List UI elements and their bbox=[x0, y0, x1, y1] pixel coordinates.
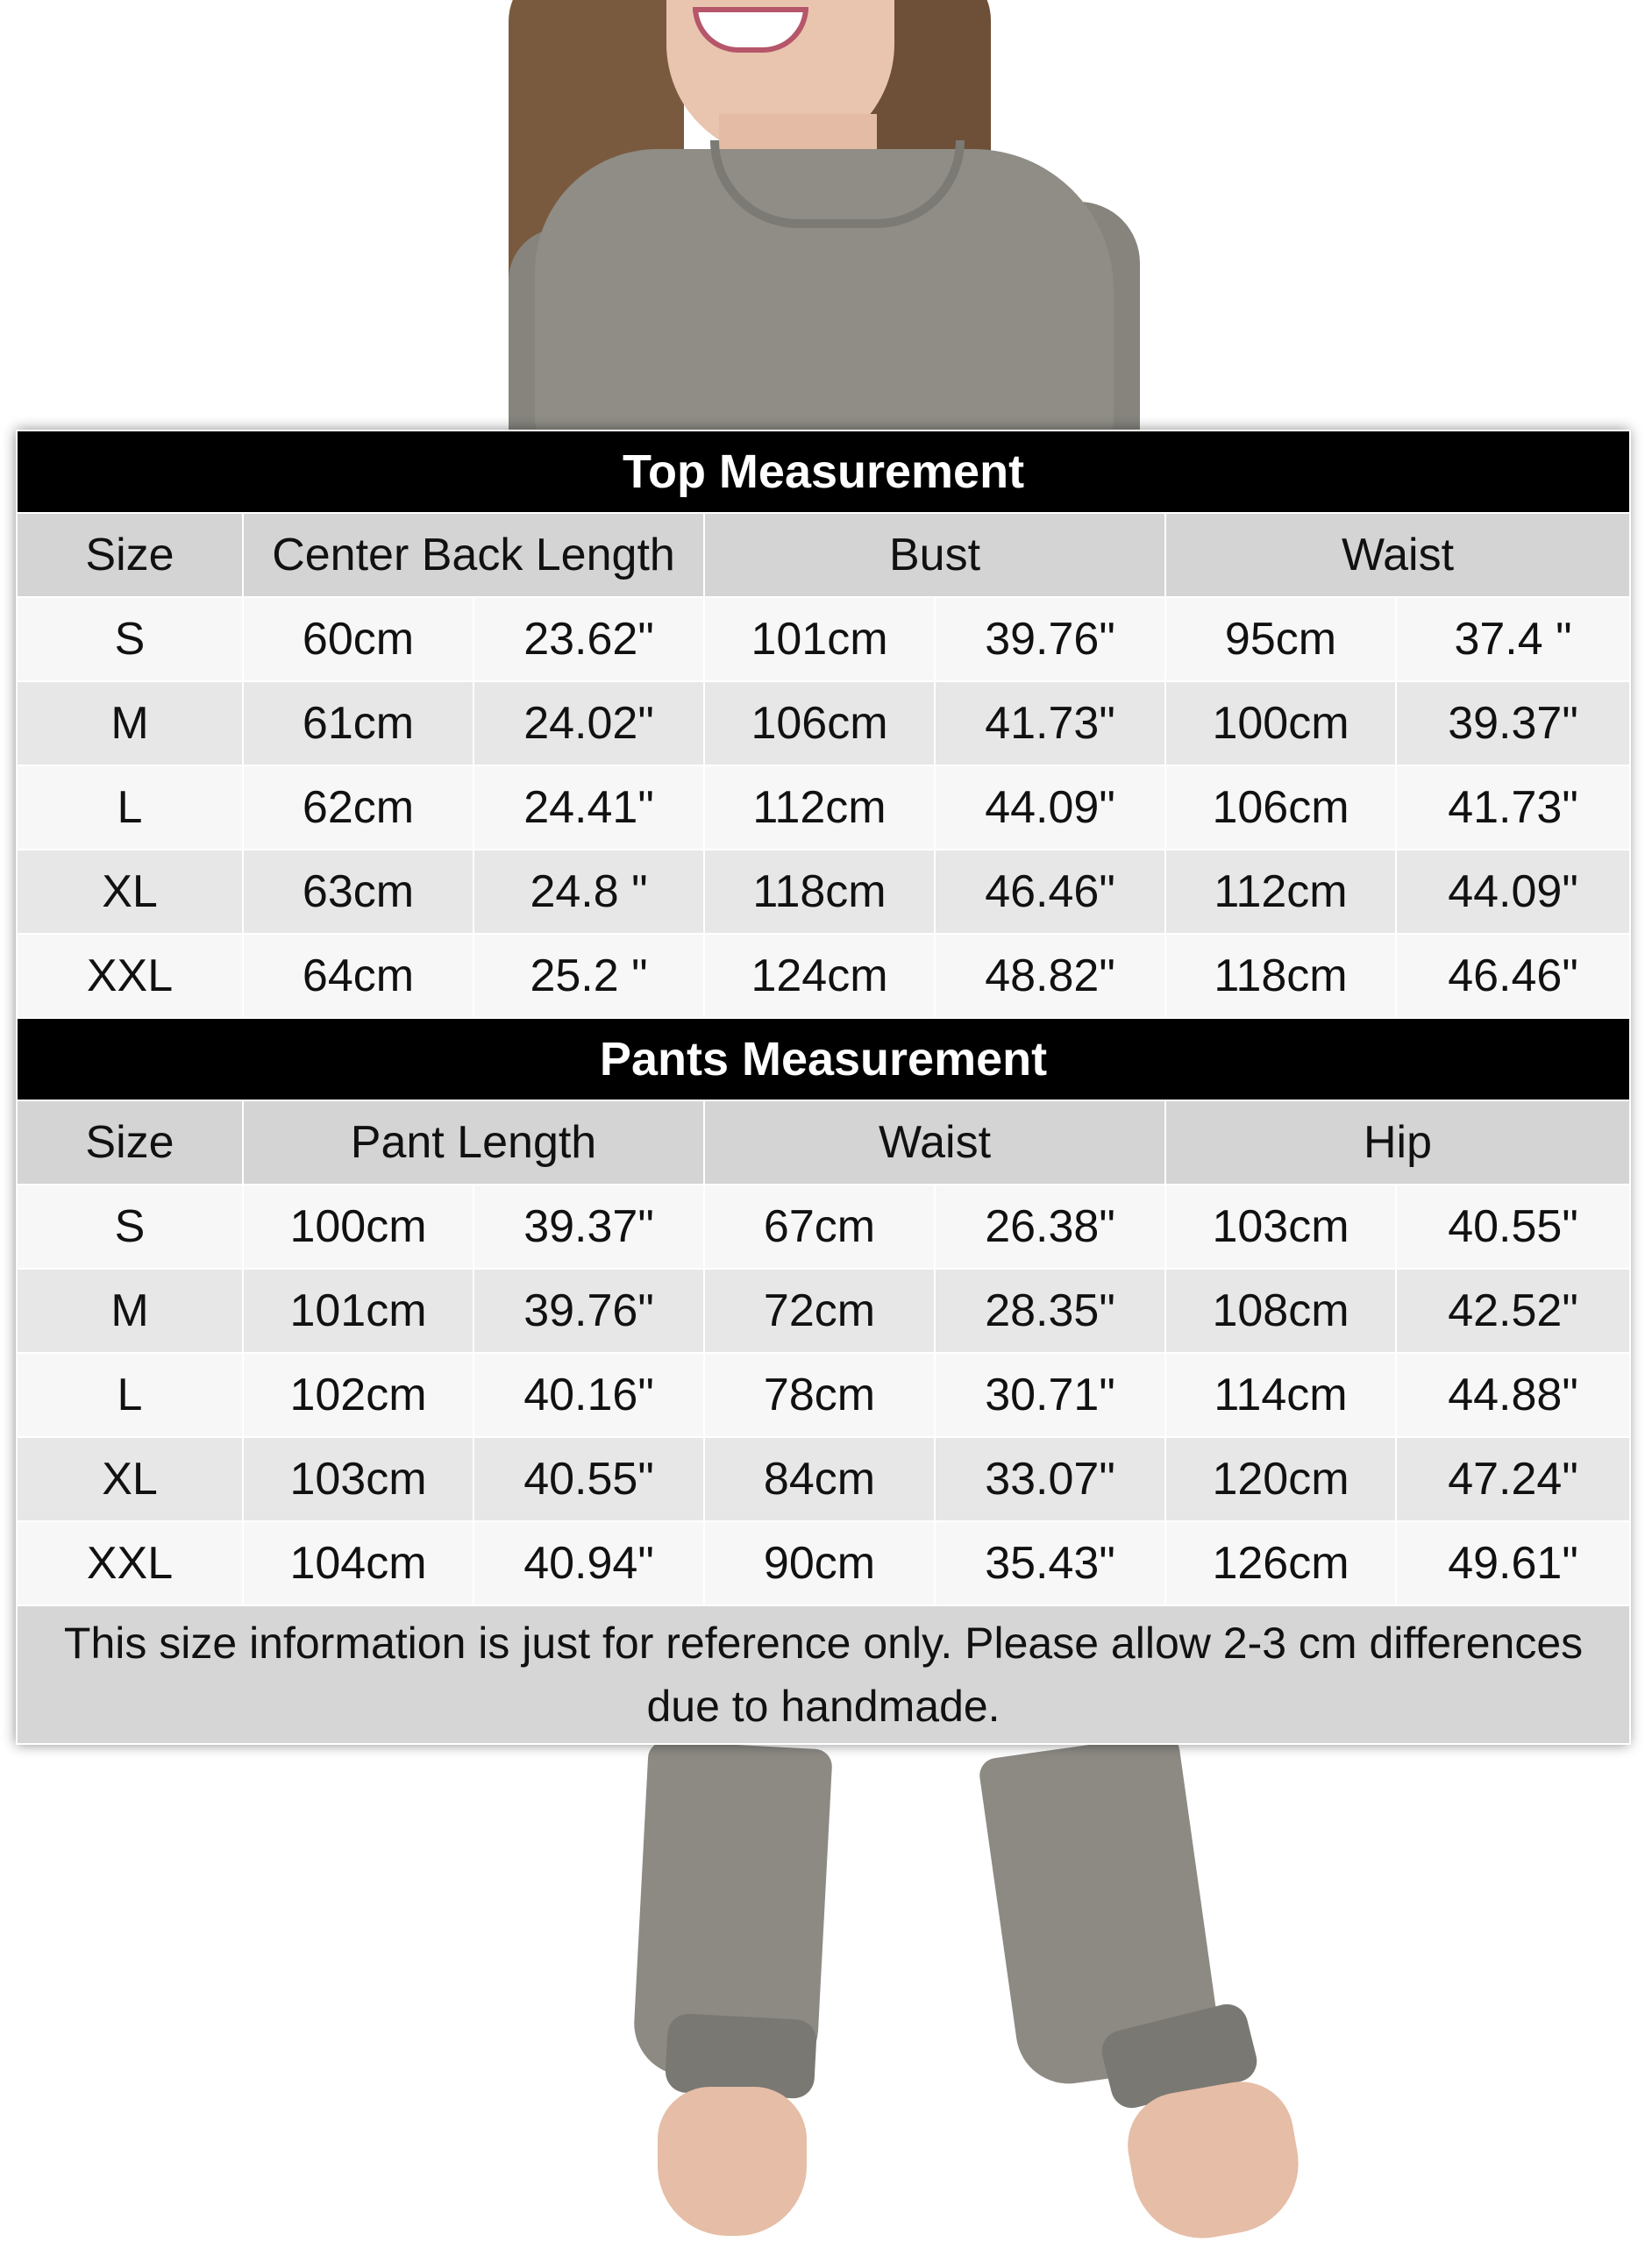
value-cell: 47.24" bbox=[1396, 1437, 1630, 1521]
value-cell: 126cm bbox=[1165, 1521, 1396, 1605]
value-cell: 118cm bbox=[1165, 934, 1396, 1018]
value-cell: 28.35" bbox=[935, 1269, 1165, 1353]
value-cell: 62cm bbox=[243, 765, 474, 850]
value-cell: 100cm bbox=[1165, 681, 1396, 765]
value-cell: 101cm bbox=[704, 597, 935, 681]
table-row bbox=[17, 765, 1630, 850]
size-cell: M bbox=[17, 1269, 243, 1353]
size-cell: L bbox=[17, 765, 243, 850]
size-cell: XXL bbox=[17, 934, 243, 1018]
value-cell: 108cm bbox=[1165, 1269, 1396, 1353]
size-cell: XL bbox=[17, 850, 243, 934]
value-cell: 24.8 " bbox=[474, 850, 704, 934]
value-cell: 40.16" bbox=[474, 1353, 704, 1437]
foot-shape bbox=[658, 2087, 807, 2236]
column-header-size: Size bbox=[17, 513, 243, 597]
column-header-pant-length: Pant Length bbox=[243, 1100, 704, 1185]
value-cell: 95cm bbox=[1165, 597, 1396, 681]
value-cell: 37.4 " bbox=[1396, 597, 1630, 681]
value-cell: 112cm bbox=[1165, 850, 1396, 934]
value-cell: 124cm bbox=[704, 934, 935, 1018]
value-cell: 30.71" bbox=[935, 1353, 1165, 1437]
value-cell: 40.55" bbox=[1396, 1185, 1630, 1269]
pants-column-headers bbox=[17, 1100, 1630, 1185]
size-chart-table bbox=[16, 430, 1631, 1745]
value-cell: 39.76" bbox=[935, 597, 1165, 681]
value-cell: 44.09" bbox=[1396, 850, 1630, 934]
value-cell: 78cm bbox=[704, 1353, 935, 1437]
table-row bbox=[17, 597, 1630, 681]
value-cell: 120cm bbox=[1165, 1437, 1396, 1521]
column-header-hip: Hip bbox=[1165, 1100, 1630, 1185]
value-cell: 41.73" bbox=[1396, 765, 1630, 850]
value-cell: 114cm bbox=[1165, 1353, 1396, 1437]
value-cell: 44.88" bbox=[1396, 1353, 1630, 1437]
table-row bbox=[17, 1437, 1630, 1521]
value-cell: 104cm bbox=[243, 1521, 474, 1605]
size-cell: XXL bbox=[17, 1521, 243, 1605]
value-cell: 106cm bbox=[704, 681, 935, 765]
value-cell: 41.73" bbox=[935, 681, 1165, 765]
size-disclaimer-note: This size information is just for reference only. Please allow 2-3 cm differences due to handmade. bbox=[17, 1605, 1630, 1744]
column-header-size: Size bbox=[17, 1100, 243, 1185]
value-cell: 48.82" bbox=[935, 934, 1165, 1018]
value-cell: 64cm bbox=[243, 934, 474, 1018]
size-cell: M bbox=[17, 681, 243, 765]
value-cell: 112cm bbox=[704, 765, 935, 850]
value-cell: 67cm bbox=[704, 1185, 935, 1269]
table-row bbox=[17, 1521, 1630, 1605]
top-section-header bbox=[17, 431, 1630, 513]
column-header-waist: Waist bbox=[1165, 513, 1630, 597]
value-cell: 84cm bbox=[704, 1437, 935, 1521]
value-cell: 49.61" bbox=[1396, 1521, 1630, 1605]
value-cell: 106cm bbox=[1165, 765, 1396, 850]
note-row bbox=[17, 1605, 1630, 1744]
value-cell: 33.07" bbox=[935, 1437, 1165, 1521]
value-cell: 42.52" bbox=[1396, 1269, 1630, 1353]
size-cell: S bbox=[17, 597, 243, 681]
value-cell: 101cm bbox=[243, 1269, 474, 1353]
value-cell: 24.02" bbox=[474, 681, 704, 765]
column-header-center-back-length: Center Back Length bbox=[243, 513, 704, 597]
size-chart bbox=[16, 430, 1629, 1745]
value-cell: 46.46" bbox=[935, 850, 1165, 934]
table-row bbox=[17, 934, 1630, 1018]
value-cell: 103cm bbox=[243, 1437, 474, 1521]
pants-section-title: Pants Measurement bbox=[17, 1018, 1630, 1100]
column-header-waist: Waist bbox=[704, 1100, 1165, 1185]
table-row bbox=[17, 1185, 1630, 1269]
value-cell: 46.46" bbox=[1396, 934, 1630, 1018]
value-cell: 118cm bbox=[704, 850, 935, 934]
value-cell: 26.38" bbox=[935, 1185, 1165, 1269]
value-cell: 23.62" bbox=[474, 597, 704, 681]
value-cell: 35.43" bbox=[935, 1521, 1165, 1605]
value-cell: 40.94" bbox=[474, 1521, 704, 1605]
size-cell: S bbox=[17, 1185, 243, 1269]
value-cell: 39.76" bbox=[474, 1269, 704, 1353]
table-row bbox=[17, 1353, 1630, 1437]
value-cell: 63cm bbox=[243, 850, 474, 934]
size-cell: XL bbox=[17, 1437, 243, 1521]
value-cell: 102cm bbox=[243, 1353, 474, 1437]
value-cell: 39.37" bbox=[1396, 681, 1630, 765]
value-cell: 39.37" bbox=[474, 1185, 704, 1269]
value-cell: 103cm bbox=[1165, 1185, 1396, 1269]
value-cell: 24.41" bbox=[474, 765, 704, 850]
value-cell: 90cm bbox=[704, 1521, 935, 1605]
table-row bbox=[17, 1269, 1630, 1353]
value-cell: 25.2 " bbox=[474, 934, 704, 1018]
top-column-headers bbox=[17, 513, 1630, 597]
value-cell: 72cm bbox=[704, 1269, 935, 1353]
pants-section-header bbox=[17, 1018, 1630, 1100]
value-cell: 100cm bbox=[243, 1185, 474, 1269]
size-cell: L bbox=[17, 1353, 243, 1437]
value-cell: 61cm bbox=[243, 681, 474, 765]
value-cell: 44.09" bbox=[935, 765, 1165, 850]
table-row bbox=[17, 850, 1630, 934]
value-cell: 40.55" bbox=[474, 1437, 704, 1521]
column-header-bust: Bust bbox=[704, 513, 1165, 597]
top-section-title: Top Measurement bbox=[17, 431, 1630, 513]
value-cell: 60cm bbox=[243, 597, 474, 681]
table-row bbox=[17, 681, 1630, 765]
